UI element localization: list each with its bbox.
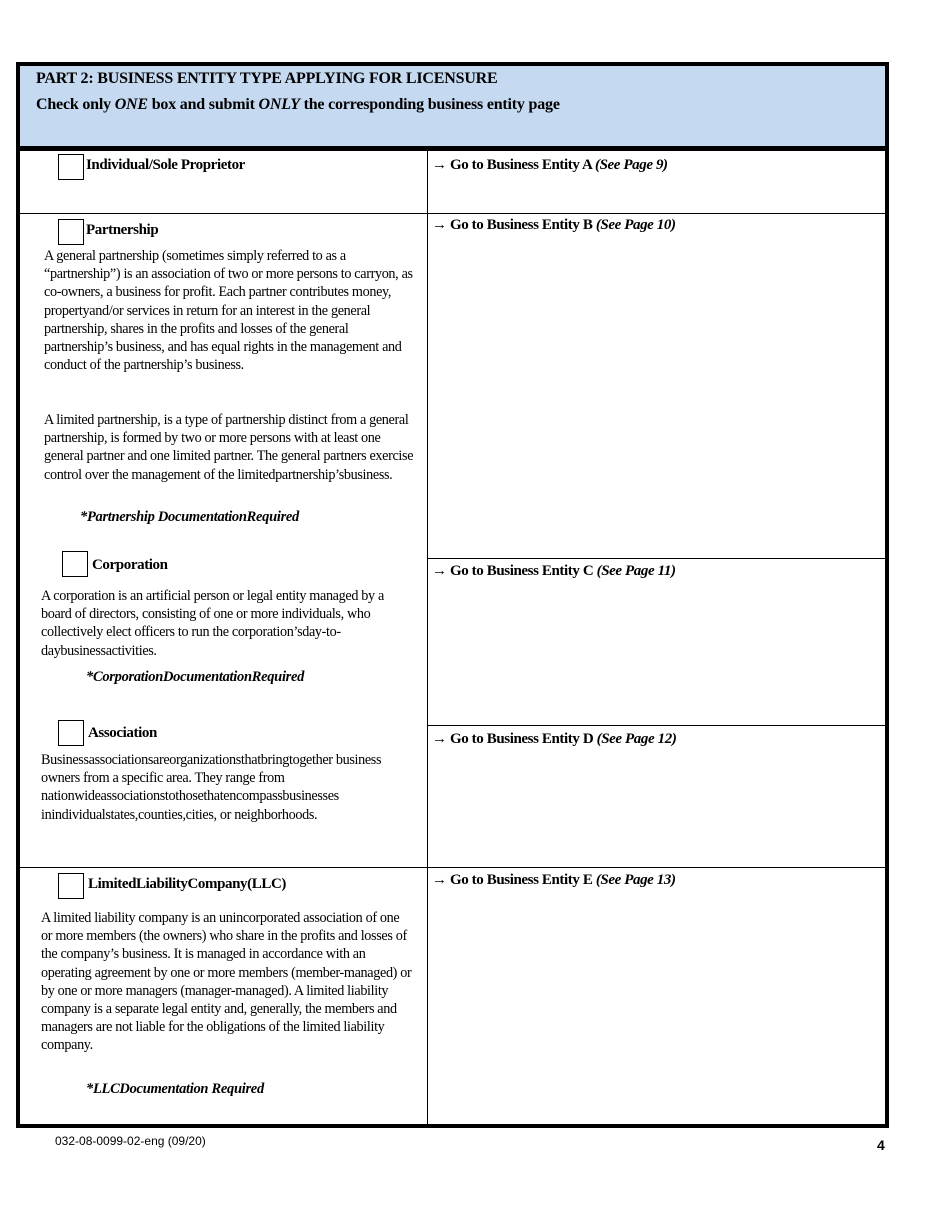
row-divider (20, 213, 885, 214)
form-code: 032-08-0099-02-eng (09/20) (55, 1134, 206, 1148)
goto-entity-a: → Go to Business Entity A (See Page 9) (432, 157, 668, 173)
llc-label: LimitedLiabilityCompany(LLC) (88, 876, 286, 892)
association-label: Association (88, 725, 157, 741)
partnership-checkbox[interactable] (58, 219, 84, 245)
corporation-checkbox[interactable] (62, 551, 88, 577)
row-divider (20, 867, 885, 868)
partnership-required-note: *Partnership DocumentationRequired (80, 509, 300, 525)
association-checkbox[interactable] (58, 720, 84, 746)
sole-proprietor-label: Individual/Sole Proprietor (86, 157, 245, 173)
association-description: Businessassociationsareorganizationsthatbringtogether business owners from a specific area. They range from nationwideassociationstothosethatencompassbusinesses inindividualstates,counties,cities, or neighborhoods. (41, 752, 382, 823)
corporation-label: Corporation (92, 557, 168, 573)
corporation-required-note: *CorporationDocumentationRequired (86, 669, 305, 685)
goto-entity-c: → Go to Business Entity C (See Page 11) (432, 563, 676, 579)
goto-entity-d: → Go to Business Entity D (See Page 12) (432, 731, 677, 747)
form-part-2 (16, 62, 889, 1128)
page-number: 4 (877, 1137, 885, 1153)
llc-checkbox[interactable] (58, 873, 84, 899)
column-divider (427, 151, 428, 1124)
section-header (16, 62, 889, 150)
sole-proprietor-checkbox[interactable] (58, 154, 84, 180)
section-instruction: Check only ONE box and submit ONLY the corresponding business entity page (36, 96, 560, 113)
goto-entity-e: → Go to Business Entity E (See Page 13) (432, 872, 676, 888)
row-divider (427, 558, 885, 559)
entity-table (16, 148, 889, 1128)
partnership-label: Partnership (86, 222, 159, 238)
corporation-description: A corporation is an artificial person or legal entity managed by a board of directors, consisting of one or more individuals, who collectively elect officers to run the corporation’sday-to-daybusinessactivities. (41, 588, 384, 659)
row-divider (427, 725, 885, 726)
section-title: PART 2: BUSINESS ENTITY TYPE APPLYING FOR LICENSURE (36, 70, 498, 87)
partnership-description-limited: A limited partnership, is a type of partnership distinct from a general partnership, is formed by two or more persons with at least one general partner and one limited partner. The general partners exercise control over the management of the limitedpartnership’sbusiness. (44, 412, 414, 483)
llc-description: A limited liability company is an unincorporated association of one or more members (the owners) who share in the profits and losses of the company’s business. It is managed in accordance with an operating agreement by one or more members (member-managed) or by one or more managers (manager-managed). A limited liability company is a separate legal entity and, generally, the members and managers are not liable for the obligations of the limited liability company. (41, 910, 412, 1054)
llc-required-note: *LLCDocumentation Required (86, 1081, 264, 1097)
goto-entity-b: → Go to Business Entity B (See Page 10) (432, 217, 676, 233)
partnership-description-general: A general partnership (sometimes simply referred to as a “partnership”) is an association of two or more persons to carryon, as co-owners, a business for profit. Each partner contributes money, propertyand/or services in return for an interest in the general partnership, shares in the profits and losses of the general partnership’s business, and has equal rights in the management and conduct of the partnership’s business. (44, 248, 413, 374)
